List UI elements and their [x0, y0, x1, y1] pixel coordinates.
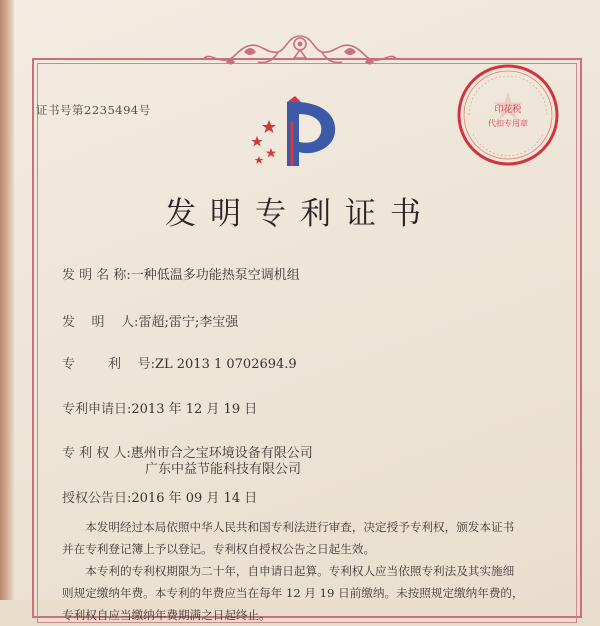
- certificate-title: 发明专利证书: [165, 196, 435, 232]
- binding-edge: [0, 0, 14, 600]
- cnipa-logo-icon: [245, 92, 350, 172]
- inventor-row: [62, 311, 238, 330]
- patentee-value-2: 广东中益节能科技有限公司: [145, 462, 302, 477]
- grant-date-row: [62, 487, 257, 506]
- inventor-label: 发 明 人:: [62, 315, 139, 330]
- patent-number-label: 专 利 号:: [62, 357, 155, 372]
- body-para2-line3: 专利权自应当缴纳年费期满之日起终止。: [62, 608, 271, 622]
- body-para1-line1: 本发明经过本局依照中华人民共和国专利法进行审查，决定授予专利权，颁发本证书: [85, 520, 515, 534]
- invention-name-label: 发 明 名 称:: [62, 268, 131, 283]
- top-ornament: [200, 28, 400, 74]
- body-para1-line2: 并在专利登记簿上予以登记。专利权自授权公告之日起生效。: [62, 542, 376, 556]
- body-para2-line1: 本专利的专利权期限为二十年，自申请日起算。专利权人应当依照专利法及其实施细: [85, 564, 515, 578]
- patent-number-row: [62, 353, 297, 372]
- grant-date-value: 2016 年 09 月 14 日: [131, 491, 258, 506]
- inventor-value: 雷超;雷宁;李宝强: [138, 315, 239, 330]
- body-para2-line2: 则规定缴纳年费。本专利的年费应当在每年 12 月 19 日前缴纳。未按照规定缴纳年费的，: [62, 586, 524, 600]
- filing-date-label: 专利申请日:: [62, 402, 132, 417]
- filing-date-row: [62, 398, 257, 417]
- patentee-value-1: 惠州市合之宝环境设备有限公司: [130, 446, 313, 461]
- filing-date-value: 2013 年 12 月 19 日: [131, 402, 258, 417]
- svg-text:印花税: 印花税: [494, 105, 522, 115]
- invention-name-value: 一种低温多功能热泵空调机组: [130, 268, 300, 283]
- certificate-number: 证书号第2235494号: [36, 103, 151, 117]
- invention-name-row: [62, 264, 300, 283]
- patent-number-value: ZL 2013 1 0702694.9: [154, 357, 297, 372]
- official-seal-stamp: [455, 62, 561, 168]
- patentee-label: 专 利 权 人:: [62, 446, 131, 461]
- certificate-body: [62, 516, 560, 626]
- grant-date-label: 授权公告日:: [62, 491, 132, 506]
- svg-text:代扣专用章: 代扣专用章: [488, 119, 528, 128]
